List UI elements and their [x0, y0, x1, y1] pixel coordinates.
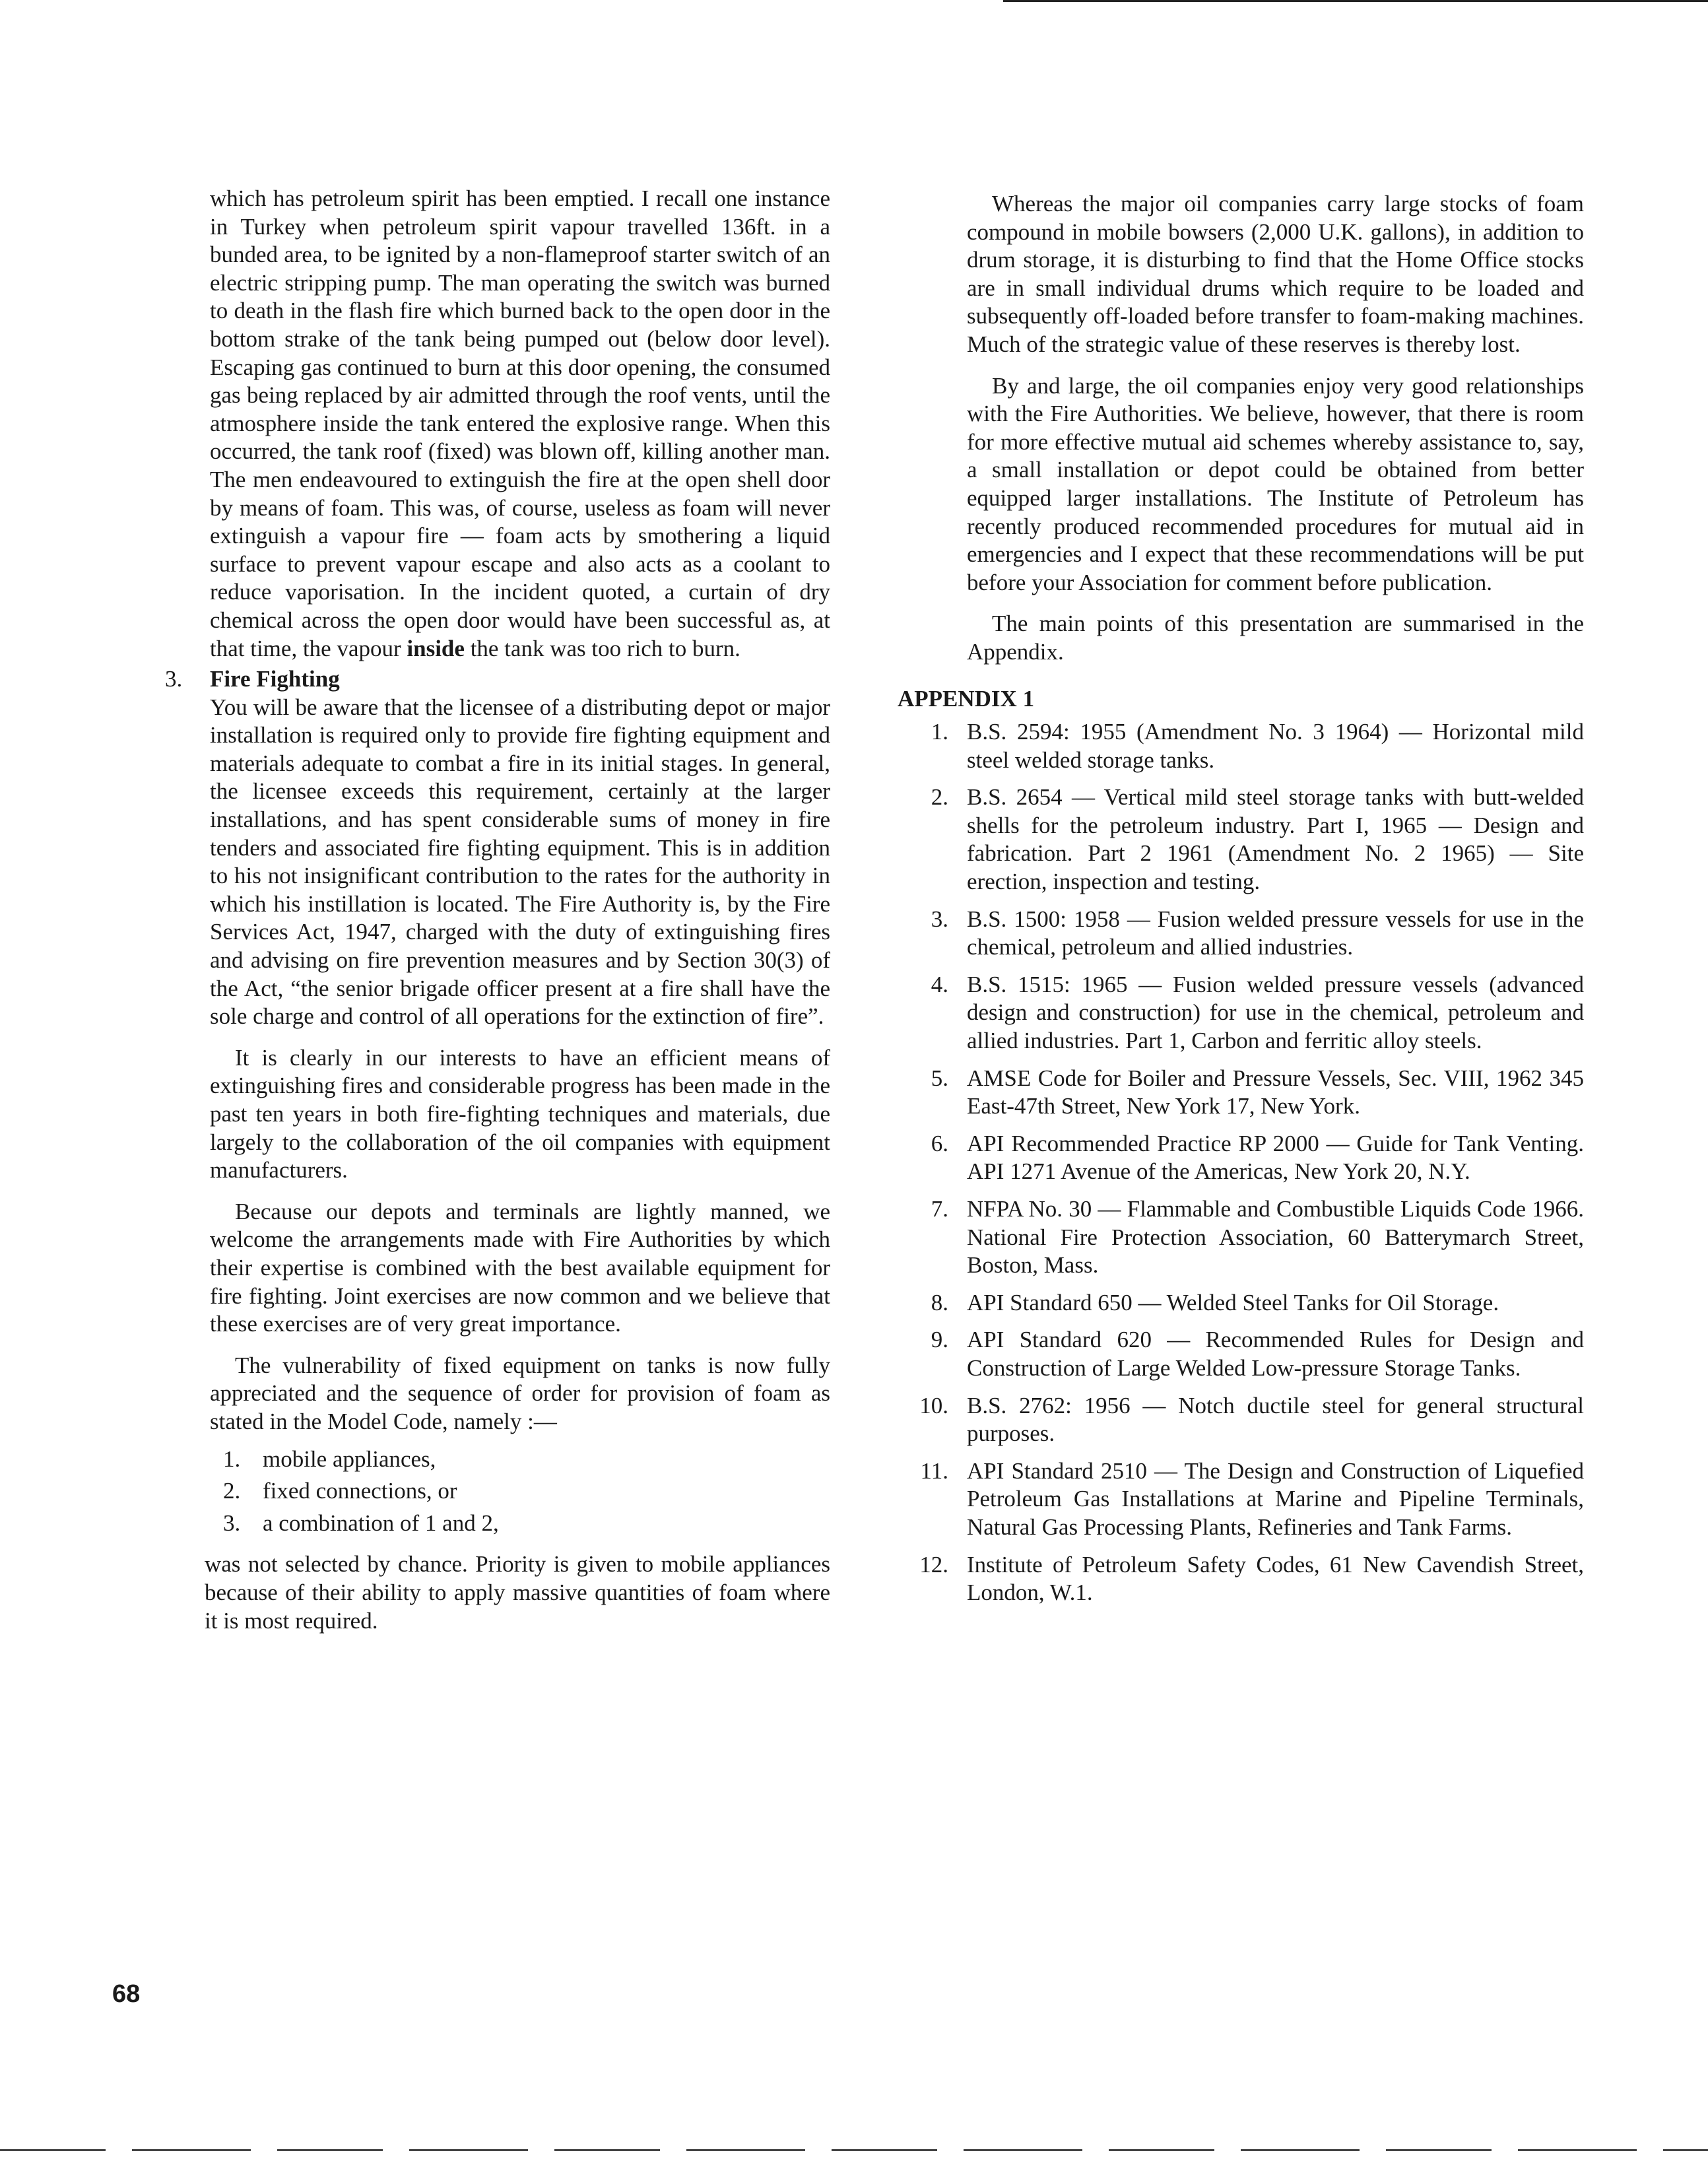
reference-text: API Recommended Practice RP 2000 — Guide for Tank Venting. API 1271 Avenue of the Americas, New York 20, N.Y.	[967, 1130, 1584, 1185]
left-column	[165, 185, 830, 1635]
reference-number: 2.	[931, 784, 948, 811]
reference-item	[898, 906, 1584, 962]
reference-item	[898, 1289, 1584, 1317]
reference-item	[898, 971, 1584, 1055]
right-paragraph-1: Whereas the major oil companies carry large stocks of foam compound in mobile bowsers (2,000 U.K. gallons), in addition to drum storage, it is disturbing to find that the Home Office stocks are in small individual drums which require to be loaded and subsequently off-loaded before transfer to foam-making machines. Much of the strategic value of these reserves is thereby lost.	[967, 191, 1584, 357]
reference-item	[898, 1195, 1584, 1280]
reference-number: 11.	[920, 1457, 948, 1484]
reference-text: API Standard 2510 — The Design and Construction of Liquefied Petroleum Gas Installations at Marine and Pipeline Terminals, Natural Gas Processing Plants, Refineries and Tank Farms.	[967, 1457, 1584, 1540]
reference-number: 10.	[919, 1392, 948, 1418]
left-paragraph-1	[210, 185, 830, 663]
list-item-number: 2.	[223, 1478, 241, 1504]
reference-item	[898, 1130, 1584, 1186]
reference-text: B.S. 2654 — Vertical mild steel storage tanks with butt-welded shells for the petroleum industry. Part I, 1965 — Design and fabrication. Part 2 1961 (Amendment No. 2 1965) — Site erection, inspection and testing.	[967, 784, 1584, 895]
right-column	[898, 190, 1584, 1616]
reference-number: 6.	[931, 1130, 948, 1156]
list-item-text: fixed connections, or	[263, 1478, 457, 1504]
left-paragraph-6: was not selected by chance. Priority is given to mobile appliances because of their ability to apply massive quantities of foam where it is most required.	[205, 1551, 830, 1634]
list-item-text: a combination of 1 and 2,	[263, 1510, 499, 1536]
list-item-number: 3.	[223, 1510, 241, 1536]
reference-text: NFPA No. 30 — Flammable and Combustible Liquids Code 1966. National Fire Protection Association, 60 Batterymarch Street, Boston, Mass.	[967, 1196, 1584, 1279]
right-paragraph-3: The main points of this presentation are summarised in the Appendix.	[967, 611, 1584, 665]
reference-text: API Standard 650 — Welded Steel Tanks for Oil Storage.	[967, 1289, 1499, 1315]
reference-text: Institute of Petroleum Safety Codes, 61 New Cavendish Street, London, W.1.	[967, 1551, 1584, 1606]
reference-number: 3.	[931, 906, 948, 932]
paragraph-text-end: the tank was too rich to burn.	[464, 635, 740, 661]
reference-text: AMSE Code for Boiler and Pressure Vessels, Sec. VIII, 1962 345 East-47th Street, New York 17, New York.	[967, 1065, 1584, 1119]
reference-number: 12.	[919, 1551, 948, 1578]
reference-number: 1.	[931, 719, 948, 745]
list-item	[210, 1510, 830, 1538]
foam-provision-list	[210, 1446, 830, 1538]
reference-text: B.S. 2594: 1955 (Amendment No. 3 1964) — Horizontal mild steel welded storage tanks.	[967, 719, 1584, 773]
paragraph-text: which has petroleum spirit has been emptied. I recall one instance in Turkey when petroleum spirit vapour travelled 136ft. in a bunded area, to be ignited by a non-flameproof starter switch of an electric stripping pump. The man operating the switch was burned to death in the flash fire which burned back to the open door in the bottom strake of the tank being pumped out (below door level). Escaping gas continued to burn at this door opening, the consumed gas being replaced by air admitted through the roof vents, until the atmosphere inside the tank entered the explosive range. When this occurred, the tank roof (fixed) was blown off, killing another man. The men endeavoured to extinguish the fire at the open shell door by means of foam. This was, of course, useless as foam will never extinguish a vapour fire — foam acts by smothering a liquid surface to prevent vapour escape and also acts as a coolant to reduce vaporisation. In the incident quoted, a curtain of dry chemical across the open door would have been successful as, at that time, the vapour	[210, 185, 830, 661]
section-number: 3.	[165, 666, 183, 692]
list-item-text: mobile appliances,	[263, 1446, 436, 1472]
left-paragraph-3: It is clearly in our interests to have an efficient means of extinguishing fires and considerable progress has been made in the past ten years in both fire-fighting techniques and materials, due largely to the collaboration of the oil companies with equipment manufacturers.	[210, 1044, 830, 1183]
reference-text: API Standard 620 — Recommended Rules for Design and Construction of Large Welded Low-pressure Storage Tanks.	[967, 1327, 1584, 1381]
reference-list	[898, 718, 1584, 1607]
section-title: Fire Fighting	[210, 666, 340, 692]
reference-item	[898, 1065, 1584, 1121]
reference-item	[898, 783, 1584, 896]
reference-item	[898, 1551, 1584, 1607]
section-heading	[158, 665, 830, 694]
reference-text: B.S. 1515: 1965 — Fusion welded pressure vessels (advanced design and construction) for use in the chemical, petroleum and allied industries. Part 1, Carbon and ferritic alloy steels.	[967, 971, 1584, 1054]
reference-text: B.S. 2762: 1956 — Notch ductile steel for general structural purposes.	[967, 1392, 1584, 1447]
reference-number: 4.	[931, 971, 948, 997]
reference-number: 9.	[931, 1327, 948, 1353]
reference-item	[898, 718, 1584, 774]
top-rule	[1003, 0, 1708, 2]
reference-number: 7.	[931, 1196, 948, 1222]
reference-text: B.S. 1500: 1958 — Fusion welded pressure vessels for use in the chemical, petroleum and allied industries.	[967, 906, 1584, 960]
right-paragraph-2: By and large, the oil companies enjoy very good relationships with the Fire Authorities. We believe, however, that there is room for more effective mutual aid schemes whereby assistance to, say, a small installation or depot could be obtained from better equipped larger installations. The Institute of Petroleum has recently produced recommended procedures for mutual aid in emergencies and I expect that these recommendations will be put before your Association for comment before publication.	[967, 372, 1584, 595]
bottom-rule	[0, 2149, 1708, 2151]
reference-item	[898, 1326, 1584, 1382]
reference-item	[898, 1457, 1584, 1542]
list-item	[210, 1477, 830, 1506]
left-paragraph-5: The vulnerability of fixed equipment on tanks is now fully appreciated and the sequence of order for provision of foam as stated in the Model Code, namely :—	[210, 1352, 830, 1434]
left-paragraph-4: Because our depots and terminals are lightly manned, we welcome the arrangements made with Fire Authorities by which their expertise is combined with the best available equipment for fire fighting. Joint exercises are now common and we believe that these exercises are of very great importance.	[210, 1198, 830, 1337]
reference-number: 8.	[931, 1289, 948, 1315]
reference-item	[898, 1392, 1584, 1448]
page-number: 68	[112, 1980, 141, 2008]
reference-number: 5.	[931, 1065, 948, 1091]
left-paragraph-2: You will be aware that the licensee of a distributing depot or major installation is required only to provide fire fighting equipment and materials adequate to combat a fire in its initial stages. In general, the licensee exceeds this requirement, certainly at the larger installations, and has spent considerable sums of money in fire tenders and associated fire fighting equipment. This is in addition to his not insignificant contribution to the rates for the authority in which his instillation is located. The Fire Authority is, by the Fire Services Act, 1947, charged with the duty of extinguishing fires and advising on fire prevention measures and by Section 30(3) of the Act, “the senior brigade officer present at a fire shall have the sole charge and control of all operations for the extinction of fire”.	[210, 694, 830, 1030]
list-item	[210, 1446, 830, 1474]
appendix-title: APPENDIX 1	[898, 685, 1035, 712]
list-item-number: 1.	[223, 1446, 241, 1472]
bold-word: inside	[407, 635, 465, 661]
